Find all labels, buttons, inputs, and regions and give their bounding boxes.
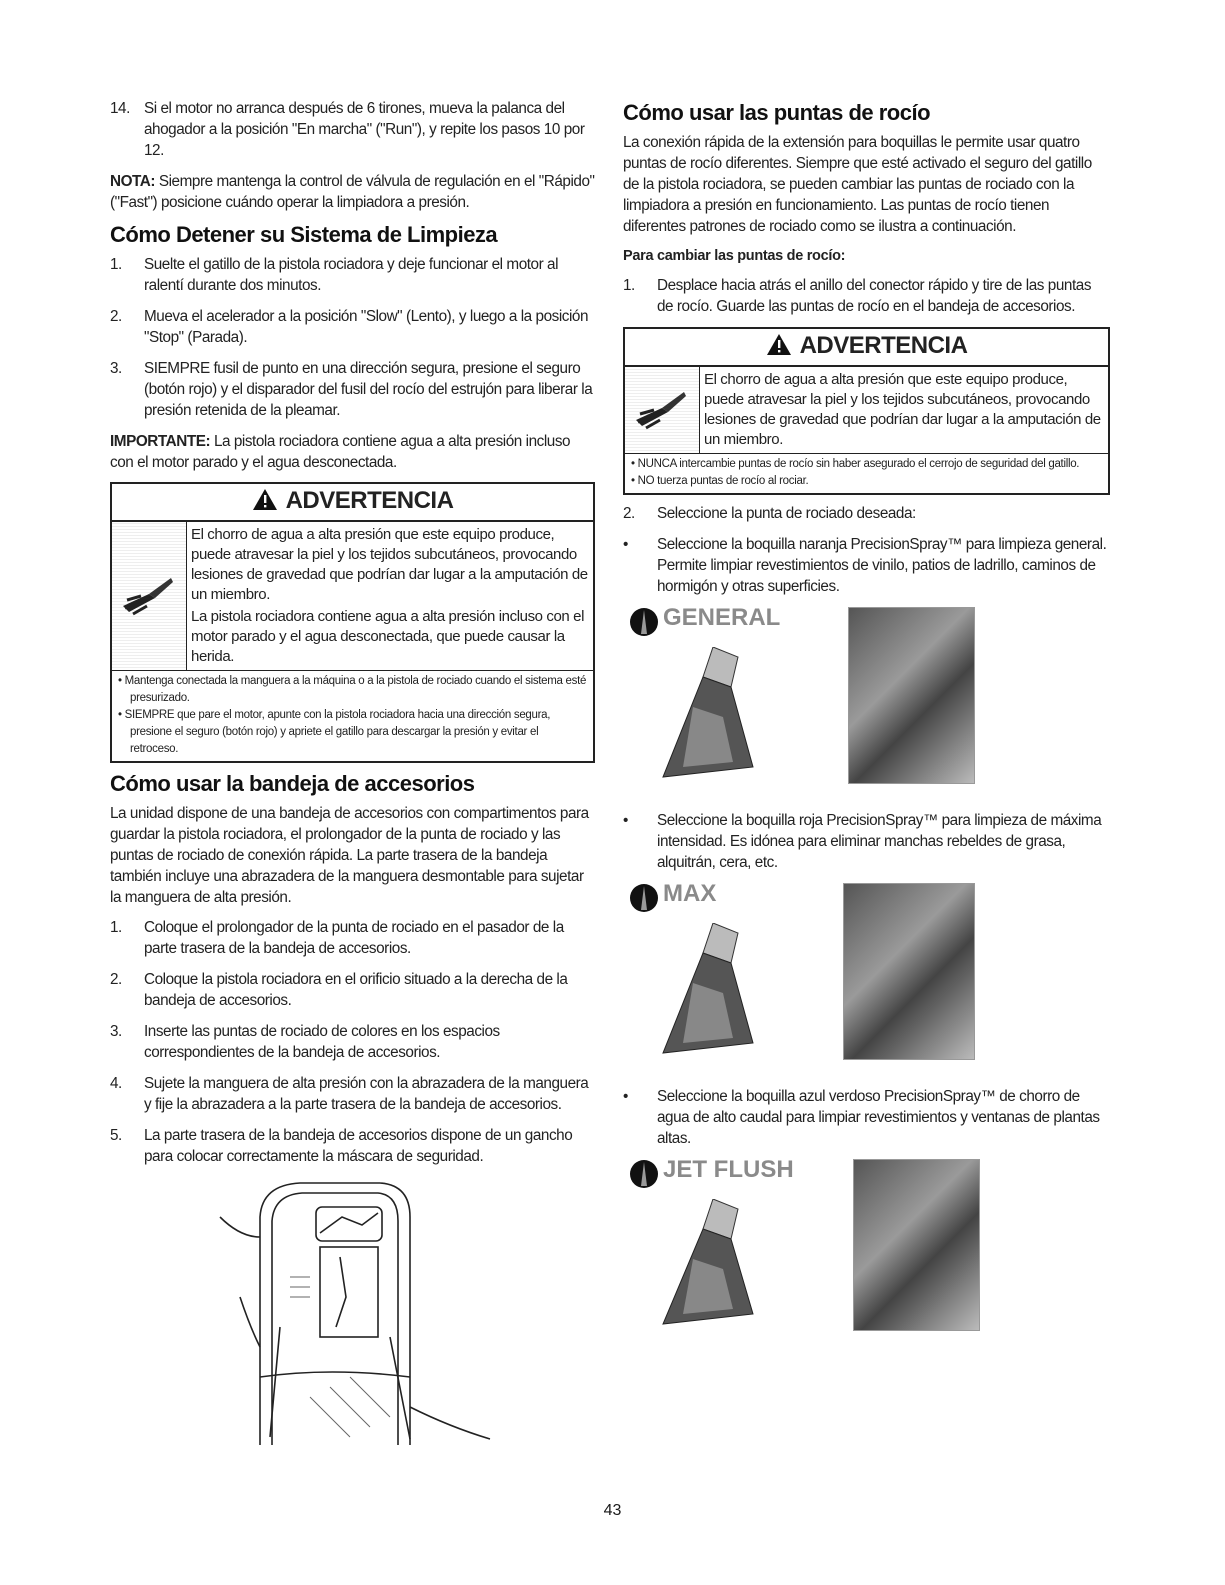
right-column xyxy=(623,100,1110,1347)
nozzle-color-dot-icon xyxy=(629,607,659,637)
warning-body xyxy=(112,522,593,671)
nozzle-tip-icon xyxy=(643,647,773,797)
warning-text: El chorro de agua a alta presión que este equipo produce, puede atravesar la piel y los tejidos subcutáneos, provocando lesiones de gravedad que podrían dar lugar a la amputación de un miembro. xyxy=(704,371,1101,448)
change-step-1 xyxy=(623,275,1110,317)
step-number: 2. xyxy=(623,505,635,522)
stop-step-3 xyxy=(110,358,595,421)
warning-box xyxy=(623,327,1110,495)
change-tips-subheading: Para cambiar las puntas de rocío: xyxy=(623,248,846,264)
nozzle-tag: MAX xyxy=(663,880,717,907)
nozzle-color-dot-icon xyxy=(629,883,659,913)
step-text: Coloque el prolongador de la punta de rociado en el pasador de la parte trasera de la bandeja de accesorios. xyxy=(144,919,564,957)
warning-header xyxy=(112,484,593,522)
nozzle-description: Seleccione la boquilla azul verdoso PrecisionSpray™ de chorro de agua de alto caudal para limpiar revestimientos y ventanas de plantas altas. xyxy=(657,1088,1100,1147)
warning-triangle-icon xyxy=(252,488,278,514)
nozzle-description: Seleccione la boquilla roja PrecisionSpray™ para limpieza de máxima intensidad. Es idónea para eliminar manchas rebeldes de grasa, alquitrán, cera, etc. xyxy=(657,812,1102,871)
page-number: 43 xyxy=(603,1502,622,1519)
warning-bullet: • NUNCA intercambie puntas de rocío sin haber asegurado el cerrojo de seguridad del gatillo. xyxy=(631,458,1080,470)
nozzle-color-dot-icon xyxy=(629,1159,659,1189)
step-text: SIEMPRE fusil de punto en una dirección segura, presione el seguro (botón rojo) y el disparador del fusil del rocío del estrujón para liberar la presión retenida de la pleamar. xyxy=(144,360,593,419)
important-label: IMPORTANTE: xyxy=(110,433,211,450)
step-text: Seleccione la punta de rociado deseada: xyxy=(657,505,916,522)
warning-bullets xyxy=(625,454,1108,493)
step-14 xyxy=(110,98,595,161)
step-number: 3. xyxy=(110,360,122,377)
step-number: 3. xyxy=(110,1023,122,1040)
warning-box xyxy=(110,482,595,763)
photo-window-cleaning xyxy=(853,1159,980,1331)
warning-bullet: • NO tuerza puntas de rocío al rociar. xyxy=(631,475,809,487)
nozzle-tag: GENERAL xyxy=(663,604,781,631)
bullet: • xyxy=(623,812,628,829)
step-text: Sujete la manguera de alta presión con la abrazadera de la manguera y fije la abrazadera a la parte trasera de la bandeja de accesorios. xyxy=(144,1075,589,1113)
heading-spray-tips: Cómo usar las puntas de rocío xyxy=(623,100,931,125)
step-text: La parte trasera de la bandeja de accesorios dispone de un gancho para colocar correctamente la máscara de seguridad. xyxy=(144,1127,573,1165)
warning-text-2: La pistola rociadora contiene agua a alta presión incluso con el motor parado y el agua desconectada, que puede causar la herida. xyxy=(191,608,585,665)
nozzle-tip-icon xyxy=(643,1199,773,1339)
nozzle-jet-flush-item xyxy=(623,1086,1110,1149)
step-number: 2. xyxy=(110,308,122,325)
warning-bullet: • SIEMPRE que pare el motor, apunte con la pistola rociadora hacia una dirección segura, presione el seguro (botón rojo) y apriete el gatillo para descargar la presión y evitar el retroceso. xyxy=(118,709,551,755)
injection-hazard-icon xyxy=(112,522,187,670)
tray-step-5 xyxy=(110,1125,595,1167)
step-number: 1. xyxy=(110,256,122,273)
note-text: Siempre mantenga la control de válvula de regulación en el "Rápido" ("Fast") posicione cuándo operar la limpiadora a presión. xyxy=(110,173,595,211)
warning-triangle-icon xyxy=(766,333,792,359)
warning-text-1: El chorro de agua a alta presión que este equipo produce, puede atravesar la piel y los tejidos subcutáneos, provocando lesiones de gravedad que podrían dar lugar a la amputación de un miembro. xyxy=(191,526,588,603)
step-text: Si el motor no arranca después de 6 tirones, mueva la palanca del ahogador a la posición "En marcha" ("Run"), y repite los pasos 10 por 12. xyxy=(144,100,585,159)
stop-step-1 xyxy=(110,254,595,296)
step-number: 4. xyxy=(110,1075,122,1092)
step-text: Suelte el gatillo de la pistola rociadora y deje funcionar el motor al ralentí durante dos minutos. xyxy=(144,256,559,294)
photo-person-spraying xyxy=(843,883,975,1060)
nozzle-max-figure xyxy=(623,880,1110,1078)
stop-step-2 xyxy=(110,306,595,348)
step-text: Coloque la pistola rociadora en el orificio situado a la derecha de la bandeja de accesorios. xyxy=(144,971,568,1009)
tray-intro: La unidad dispone de una bandeja de accesorios con compartimentos para guardar la pistola rociadora, el prolongador de la punta de rociado y las puntas de rociado de conexión rápida. La parte trasera de la bandeja también incluye una abrazadera de la manguera desmontable para sujetar la manguera de alta presión. xyxy=(110,805,589,906)
spray-tips-intro: La conexión rápida de la extensión para boquillas le permite usar quatro puntas de rocío diferentes. Siempre que esté activado el seguro del gatillo de la pistola rociadora, se pueden cambiar las puntas de rociado con la limpiadora a presión en funcionamiento. Las puntas de rocío tienen diferentes patrones de rociado como se ilustra a continuación. xyxy=(623,134,1092,235)
note-label: NOTA: xyxy=(110,173,156,190)
important-text: La pistola rociadora contiene agua a alta presión incluso con el motor parado y el agua desconectada. xyxy=(110,433,571,471)
left-column xyxy=(110,98,595,1447)
nozzle-description: Seleccione la boquilla naranja PrecisionSpray™ para limpieza general. Permite limpiar revestimientos de vinilo, patios de ladrillo, caminos de hormigón y otras superficies. xyxy=(657,536,1107,595)
bullet: • xyxy=(623,1088,628,1105)
warning-bullets xyxy=(112,671,593,761)
photo-house-siding xyxy=(848,607,975,784)
tray-step-3 xyxy=(110,1021,595,1063)
step-number: 14. xyxy=(110,100,130,117)
warning-body xyxy=(625,367,1108,454)
warning-text xyxy=(187,522,593,670)
step-text: Mueva el acelerador a la posición "Slow" (Lento), y luego a la posición "Stop" (Parada). xyxy=(144,308,589,346)
nozzle-tip-icon xyxy=(643,923,773,1073)
tray-step-4 xyxy=(110,1073,595,1115)
injection-hazard-icon xyxy=(625,367,700,453)
note-paragraph xyxy=(110,171,595,213)
heading-accessory-tray: Cómo usar la bandeja de accesorios xyxy=(110,771,475,796)
step-number: 2. xyxy=(110,971,122,988)
nozzle-general-item xyxy=(623,534,1110,597)
nozzle-jet-flush-figure xyxy=(623,1156,1110,1339)
bullet: • xyxy=(623,536,628,553)
warning-title: ADVERTENCIA xyxy=(285,487,454,514)
pressure-washer-illustration xyxy=(110,1177,595,1447)
step-number: 1. xyxy=(110,919,122,936)
step-text: Inserte las puntas de rociado de colores en los espacios correspondientes de la bandeja de accesorios. xyxy=(144,1023,500,1061)
nozzle-max-item xyxy=(623,810,1110,873)
warning-header xyxy=(625,329,1108,367)
tray-step-1 xyxy=(110,917,595,959)
change-step-2 xyxy=(623,503,1110,524)
warning-title: ADVERTENCIA xyxy=(799,332,968,359)
step-number: 1. xyxy=(623,277,635,294)
important-paragraph xyxy=(110,431,595,473)
step-number: 5. xyxy=(110,1127,122,1144)
tray-step-2 xyxy=(110,969,595,1011)
warning-bullet: • Mantenga conectada la manguera a la máquina o a la pistola de rociado cuando el sistema esté presurizado. xyxy=(118,675,587,704)
nozzle-tag: JET FLUSH xyxy=(663,1156,794,1183)
heading-stop-system: Cómo Detener su Sistema de Limpieza xyxy=(110,222,498,247)
nozzle-general-figure xyxy=(623,604,1110,802)
step-text: Desplace hacia atrás el anillo del conector rápido y tire de las puntas de rocío. Guarde las puntas de rocío en el bandeja de accesorios. xyxy=(657,277,1092,315)
